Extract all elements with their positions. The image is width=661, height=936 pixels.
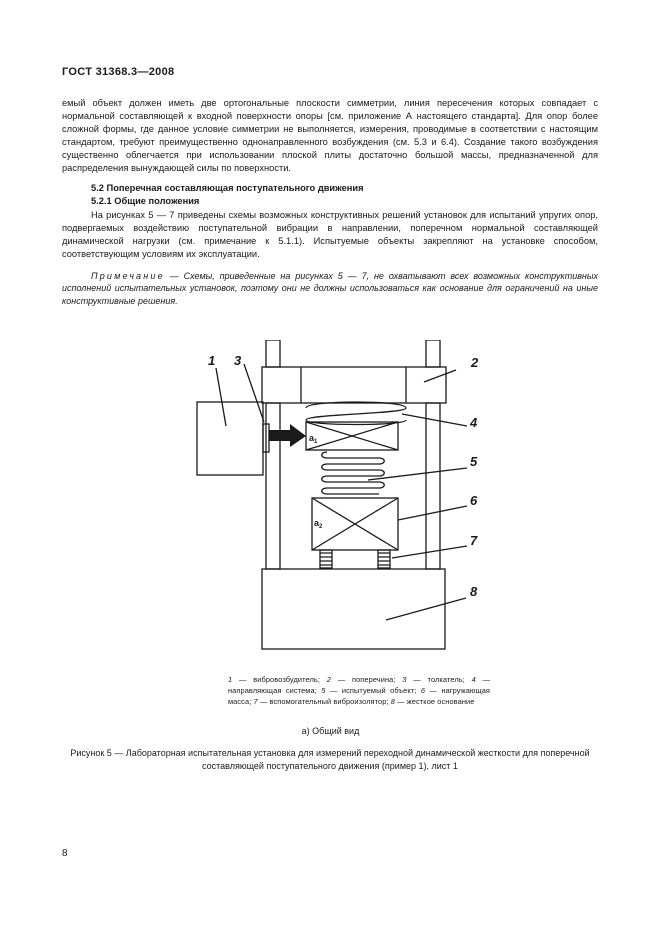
note-text: — Схемы, приведенные на рисунках 5 — 7, не охватывают всех возможных конструктивных исполнений испытательных установок, поэтому они не должны использоваться как основание для ограничений на иные конструктивные решения. [62,271,598,306]
label-6: 6 [470,493,478,508]
note-label: Примечание [91,271,165,281]
mass-a1-label: $a_1$ [309,433,318,445]
subsection-heading: 5.2.1 Общие положения [91,196,200,206]
coil-spring [322,452,385,494]
guide-column-right [426,403,440,569]
mass-a2-label: $a_2$ [314,518,323,530]
figure-subcaption: а) Общий вид [301,726,360,736]
guide-column-left-top [266,340,280,367]
figure-caption: Рисунок 5 — Лабораторная испытательная установка для измерений переходной динамической жесткости для поперечной составляющей поступательного движения (пример 1), лист 1 [70,748,590,771]
note [62,270,598,307]
label-8: 8 [470,584,478,599]
guide-column-right-top [426,340,440,367]
rigid-base [262,569,445,649]
paragraph-2: На рисунках 5 — 7 приведены схемы возможных конструктивных решений установок для испытаний упругих опор, подвергаемых воздействию поступательной вибрации в направлении, поперечном нормальной составляющей динамической нагрузки (см. примечание к 5.1.1). Испытуемые объекты закрепляют на установке способом, соответствующим условиям их эксплуатации. [62,210,598,260]
guide-column-left [266,403,280,569]
page-number: 8 [62,848,68,859]
top-spring [306,402,406,425]
label-4: 4 [470,415,478,430]
label-1: 1 [208,353,216,368]
label-2: 2 [471,355,479,370]
paragraph-1: емый объект должен иметь две ортогональные плоскости симметрии, линия пересечения которых совпадает с нормальной составляющей к входной поверхности опоры [см. приложение А настоящего стандарта]. Для опор более сложной формы, где данное условие симметрии не выполняется, измерения, проводимые в соответствии с настоящим стандартом, требуют преимущественно однонаправленного возбуждения (см. 5.3 и 6.4). Создание такого возбуждения существенно облегчается при использовании плоской плиты достаточно большой массы, предназначенной для распределения вынуждающей силы по поверхности. [62,98,598,174]
label-3: 3 [234,353,242,368]
figure-legend: 1 — вибровозбудитель; 2 — поперечина; 3 — толкатель; 4 — направляющая система; 5 — испытуемый объект; 6 — нагружающая масса; 7 — вспомогательный виброизолятор; 8 — жесткое основание [228,675,491,706]
label-7: 7 [470,533,478,548]
test-rig-diagram [180,340,490,670]
pusher-arrow-icon [290,424,306,447]
label-5: 5 [470,454,478,469]
vibration-exciter [197,402,263,475]
section-heading: 5.2 Поперечная составляющая поступательного движения [91,183,364,193]
document-header: ГОСТ 31368.3—2008 [62,66,175,78]
pusher-rod [269,430,291,441]
crossbar [262,367,446,403]
